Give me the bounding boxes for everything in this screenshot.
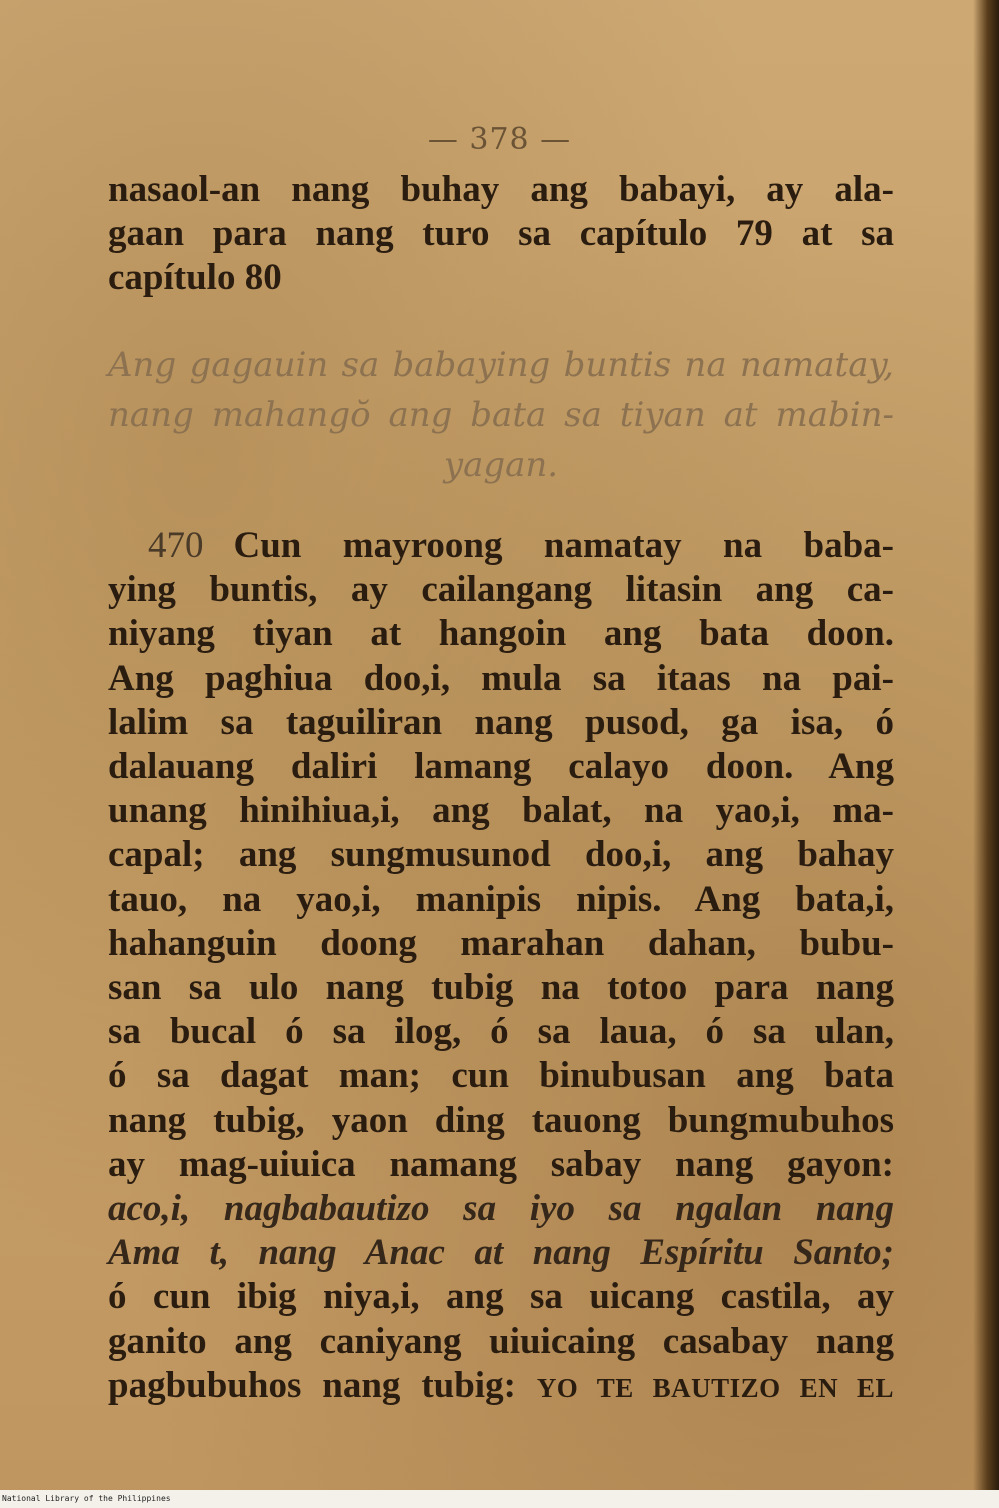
italic-line: aco,i, nagbabautizo sa iyo sa ngalan nang <box>108 1188 894 1230</box>
page-edge-shadow <box>973 0 999 1508</box>
text-line: nasaol-an nang buhay ang babayi, ay ala- <box>108 169 894 210</box>
heading-line: yagan. <box>443 445 559 485</box>
text-line: ó cun ibig niya,i, ang sa uicang castila, ay <box>108 1276 894 1318</box>
paragraph-470 <box>108 524 894 1410</box>
lead-text <box>108 168 894 300</box>
text-line <box>108 524 894 568</box>
text-line: tauo, na yao,i, manipis nipis. Ang bata,i, <box>108 878 894 920</box>
text-line: unang hinihiua,i, ang balat, na yao,i, ma- <box>108 790 894 832</box>
text-line: capal; ang sungmusunod doo,i, ang bahay <box>108 834 894 876</box>
text-line-content: Cun mayroong namatay na baba- <box>233 525 894 566</box>
text-line: lalim sa taguiliran nang pusod, ga isa, ó <box>108 701 894 743</box>
heading-line: nang mahangŏ ang bata sa tiyan at mabin- <box>108 395 894 435</box>
text-line: san sa ulo nang tubig na totoo para nang <box>108 967 894 1009</box>
text-line <box>108 1364 894 1410</box>
text-line: capítulo 80 <box>108 257 282 298</box>
text-line: ganito ang caniyang uiuicaing casabay nang <box>108 1320 894 1362</box>
section-heading <box>108 340 894 490</box>
text-line: niyang tiyan at hangoin ang bata doon. <box>108 613 894 655</box>
page-number: — 378 — <box>427 122 572 157</box>
text-line: sa bucal ó sa ilog, ó sa laua, ó sa ulan, <box>108 1011 894 1053</box>
text-line: ay mag-uiuica namang sabay nang gayon: <box>108 1143 894 1185</box>
heading-line: Ang gagauin sa babaying buntis na namatay, <box>108 345 894 385</box>
final-line-text: pagbubuhos nang tubig: <box>108 1364 516 1406</box>
text-line: ó sa dagat man; cun binubusan ang bata <box>108 1055 894 1097</box>
text-line: ying buntis, ay cailangang litasin ang ca- <box>108 569 894 611</box>
text-line: hahanguin doong marahan dahan, bubu- <box>108 922 894 964</box>
italic-line: Ama t, nang Anac at nang Espíritu Santo; <box>108 1232 894 1274</box>
paragraph-number: 470 <box>148 525 204 566</box>
text-line: Ang paghiua doo,i, mula sa itaas na pai- <box>108 657 894 699</box>
text-line: dalauang daliri lamang calayo doon. Ang <box>108 746 894 788</box>
text-line: nang tubig, yaon ding tauong bungmubuhos <box>108 1099 894 1141</box>
library-footer: National Library of the Philippines <box>0 1490 999 1508</box>
text-line: gaan para nang turo sa capítulo 79 at sa <box>108 213 894 254</box>
final-line-caps: YO TE BAUTIZO EN EL <box>536 1372 894 1403</box>
